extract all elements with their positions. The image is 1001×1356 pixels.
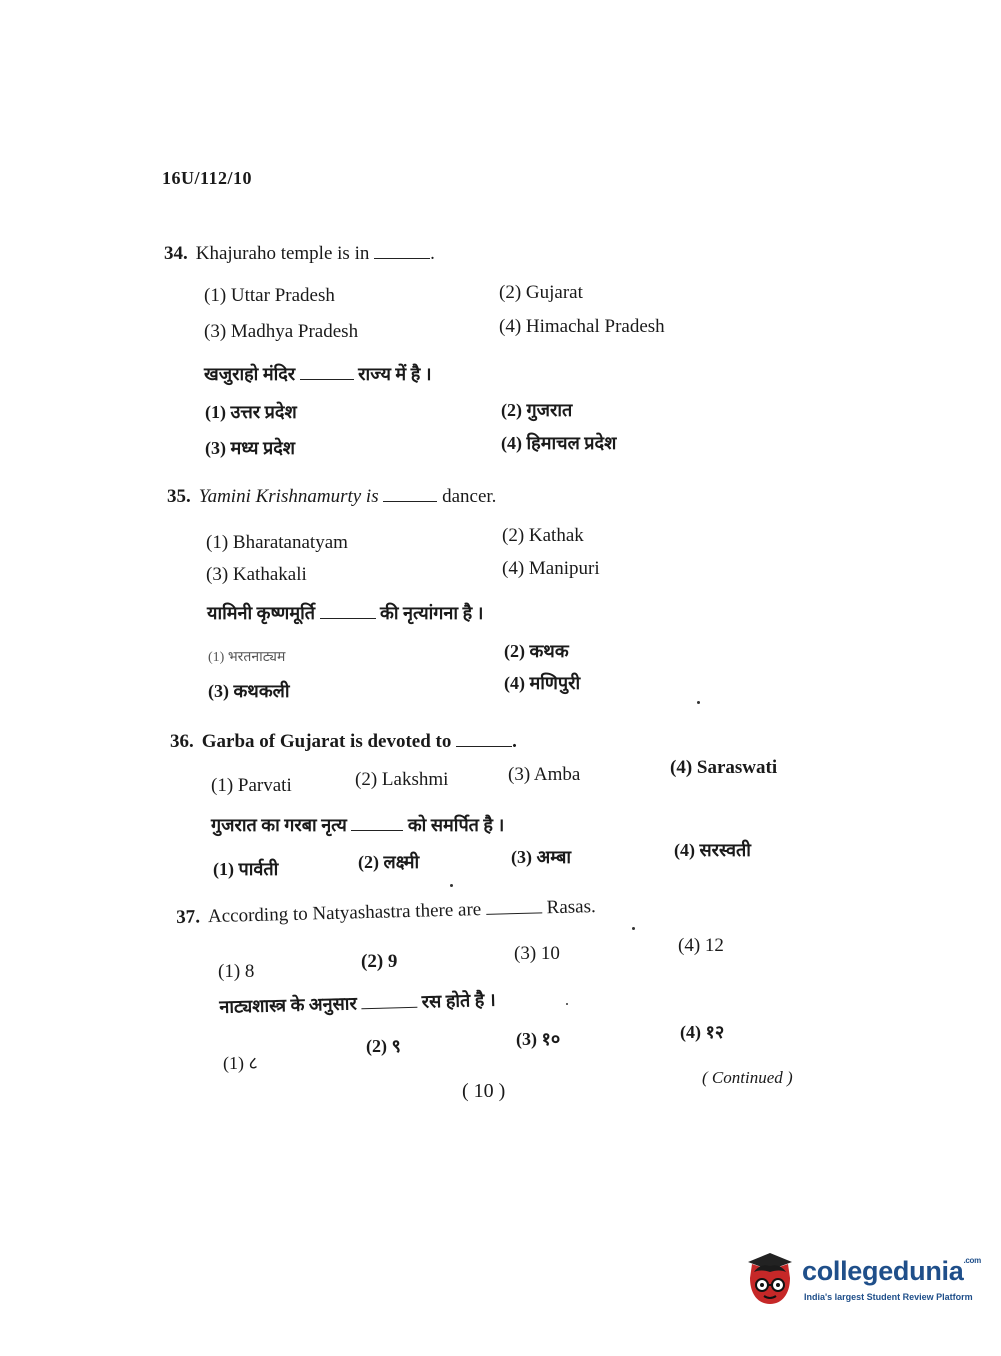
question-number: 37. — [176, 906, 201, 928]
question-35 — [167, 486, 496, 508]
option-en-3: (3) Madhya Pradesh — [204, 321, 359, 342]
option-en-2: (2) Gujarat — [499, 282, 583, 303]
question-hindi-text: नाट्यशास्त्र के अनुसार — [219, 993, 358, 1017]
option-hi-1: (1) उत्तर प्रदेश — [205, 402, 297, 422]
logo-wordmark: collegedunia$^{.com}$ — [802, 1256, 981, 1286]
continued-label: ( Continued ) — [702, 1068, 793, 1087]
answer-blank — [456, 732, 512, 747]
option-en-3: (3) Amba — [508, 764, 581, 785]
question-number: 34. — [164, 243, 188, 264]
page-number: ( 10 ) — [462, 1080, 506, 1102]
option-hi-4: (4) १२ — [680, 1022, 725, 1042]
option-hi-1: (1) पार्वती — [213, 859, 279, 879]
option-en-4: (4) Himachal Pradesh — [499, 316, 665, 337]
option-en-2: (2) Kathak — [502, 525, 584, 546]
question-hindi-text-end: की नृत्यांगना है । — [380, 603, 484, 623]
question-text: Yamini Krishnamurty is — [198, 486, 379, 507]
question-text-end: . — [430, 243, 435, 264]
option-en-1: (1) Parvati — [211, 775, 292, 796]
option-en-4: (4) Manipuri — [502, 558, 600, 579]
scan-speck — [450, 884, 453, 887]
mascot-icon — [740, 1250, 798, 1308]
answer-blank — [383, 487, 437, 502]
option-hi-4: (4) हिमाचल प्रदेश — [501, 433, 617, 453]
question-text: According to Natyashastra there are — [207, 899, 482, 928]
option-hi-2: (2) गुजरात — [501, 400, 573, 420]
option-en-2: (2) 9 — [361, 951, 398, 972]
answer-blank — [351, 816, 403, 831]
question-hindi-36 — [211, 813, 504, 837]
paper-code: 16U/112/10 — [162, 168, 253, 188]
collegedunia-logo — [740, 1248, 980, 1312]
answer-blank — [486, 898, 542, 914]
question-hindi-text: गुजरात का गरबा नृत्य — [211, 815, 347, 835]
option-en-1: (1) Bharatanatyam — [206, 532, 348, 553]
answer-blank — [374, 244, 430, 259]
question-hindi-37 — [219, 988, 496, 1019]
option-en-4: (4) Saraswati — [670, 757, 778, 778]
option-en-4: (4) 12 — [678, 935, 724, 956]
option-hi-2: (2) लक्ष्मी — [358, 852, 420, 872]
question-text-end: . — [512, 731, 517, 752]
question-hindi-text: खजुराहो मंदिर — [204, 364, 296, 384]
answer-blank — [320, 604, 376, 619]
question-text: Khajuraho temple is in — [195, 243, 370, 264]
answer-blank — [300, 365, 354, 380]
option-hi-1: (1) भरतनाट्यम — [208, 650, 286, 665]
question-hindi-35 — [207, 601, 483, 625]
option-hi-3: (3) कथकली — [208, 681, 290, 701]
option-en-1: (1) 8 — [218, 961, 255, 982]
option-en-2: (2) Lakshmi — [355, 769, 449, 790]
question-number: 36. — [170, 731, 194, 752]
option-hi-2: (2) ९ — [366, 1036, 401, 1056]
scan-speck — [697, 701, 700, 704]
question-text: Garba of Gujarat is devoted to — [201, 731, 452, 752]
question-hindi-text: यामिनी कृष्णमूर्ति — [207, 603, 315, 623]
logo-tagline: India's largest Student Review Platform — [804, 1292, 973, 1302]
question-hindi-text-end: राज्य में है । — [358, 364, 432, 384]
option-en-3: (3) Kathakali — [206, 564, 307, 585]
option-hi-4: (4) सरस्वती — [674, 840, 751, 860]
question-text-end: dancer. — [442, 486, 497, 507]
option-hi-2: (2) कथक — [504, 641, 569, 661]
question-36 — [170, 731, 517, 753]
question-hindi-text-end: को समर्पित है । — [407, 815, 505, 835]
question-number: 35. — [167, 486, 191, 507]
option-hi-3: (3) १० — [516, 1029, 561, 1049]
option-en-1: (1) Uttar Pradesh — [204, 285, 335, 306]
question-hindi-text-end: रस होते है । — [421, 989, 496, 1012]
option-en-3: (3) 10 — [514, 943, 560, 964]
question-37 — [176, 896, 596, 929]
question-hindi-34 — [204, 362, 432, 386]
answer-blank — [361, 993, 417, 1009]
option-hi-3: (3) अम्बा — [511, 847, 572, 867]
question-text-end: Rasas. — [546, 896, 596, 919]
option-hi-1: (1) ८ — [223, 1053, 258, 1073]
scan-speck — [566, 1003, 568, 1005]
option-hi-4: (4) मणिपुरी — [504, 673, 581, 693]
scan-speck — [632, 927, 635, 930]
question-34 — [164, 243, 435, 265]
option-hi-3: (3) मध्य प्रदेश — [205, 438, 295, 458]
